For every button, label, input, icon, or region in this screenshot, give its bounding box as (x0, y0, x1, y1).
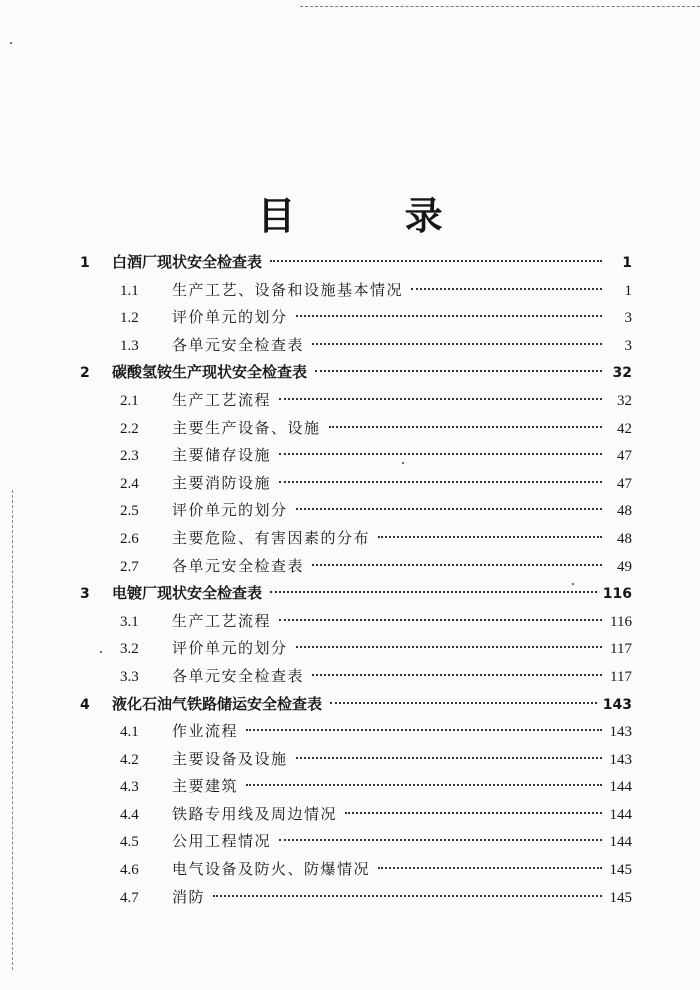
toc-entry-title: 电镀厂现状安全检查表 (112, 584, 263, 603)
toc-entry-title: 生产工艺、设备和设施基本情况 (172, 280, 404, 299)
toc-entry-title: 主要危险、有害因素的分布 (172, 528, 371, 547)
toc-leader-dots (296, 646, 602, 648)
toc-chapter-row[interactable] (80, 691, 632, 719)
toc-section-row[interactable] (80, 773, 632, 801)
toc-entry-number: 2.4 (120, 475, 139, 492)
toc-entry-title: 电气设备及防火、防爆情况 (172, 860, 371, 879)
toc-section-row[interactable] (80, 663, 632, 691)
toc-leader-dots (279, 839, 602, 841)
toc-entry-number: 4.7 (120, 889, 139, 906)
toc-leader-dots (279, 481, 602, 483)
toc-leader-dots (378, 536, 602, 538)
toc-entry-number: 2.7 (120, 558, 139, 575)
toc-section-row[interactable] (80, 718, 632, 746)
toc-entry-page: 145 (609, 862, 632, 879)
page-title: 目 录 (257, 193, 491, 239)
toc-leader-dots (270, 260, 602, 262)
toc-entry-page: 143 (602, 696, 632, 713)
toc-entry-title: 白酒厂现状安全检查表 (112, 253, 263, 271)
toc-entry-title: 各单元安全检查表 (172, 335, 305, 354)
toc-chapter-row[interactable] (80, 249, 632, 277)
toc-entry-number: 2.6 (120, 530, 139, 547)
toc-leader-dots (312, 674, 602, 676)
toc-entry-page: 47 (617, 448, 632, 465)
toc-entry-title: 主要设备及设施 (172, 749, 288, 768)
toc-entry-page: 145 (609, 889, 632, 906)
toc-section-row[interactable] (80, 884, 632, 912)
toc-section-row[interactable] (80, 415, 632, 443)
toc-section-row[interactable] (80, 442, 632, 470)
toc-entry-title: 主要生产设备、设施 (172, 418, 321, 437)
toc-entry-title: 铁路专用线及周边情况 (172, 804, 338, 823)
toc-leader-dots (329, 426, 602, 428)
toc-entry-title: 主要消防设施 (172, 473, 272, 492)
toc-entry-page: 47 (617, 475, 632, 492)
toc-leader-dots (270, 591, 597, 593)
toc-entry-page: 116 (602, 586, 632, 603)
toc-section-row[interactable] (80, 304, 632, 332)
toc-entry-number: 1.1 (120, 282, 139, 299)
toc-section-row[interactable] (80, 387, 632, 415)
toc-entry-number: 4.1 (120, 724, 139, 741)
toc-entry-number: 3.3 (120, 668, 139, 685)
toc-leader-dots (315, 370, 602, 372)
toc-leader-dots (213, 895, 602, 897)
toc-section-row[interactable] (80, 608, 632, 636)
toc-leader-dots (296, 508, 602, 510)
toc-entry-number: 4.4 (120, 806, 139, 823)
toc-entry-number: 1.2 (120, 310, 139, 327)
toc-entry-number: 4 (80, 696, 90, 713)
toc-entry-number: 4.5 (120, 834, 139, 851)
toc-entry-title: 各单元安全检查表 (172, 556, 305, 575)
toc-entry-title: 主要建筑 (172, 777, 239, 796)
toc-entry-page: 32 (612, 365, 632, 382)
toc-entry-number: 1 (80, 255, 90, 271)
left-margin-rule (12, 490, 13, 970)
toc-entry-number: 3.2 (120, 641, 139, 658)
toc-entry-number: 3 (80, 586, 90, 603)
toc-entry-page: 117 (610, 641, 632, 658)
top-rule (300, 6, 700, 7)
toc-entry-page: 3 (624, 310, 632, 327)
toc-leader-dots (411, 288, 602, 290)
toc-leader-dots (296, 757, 602, 759)
toc-leader-dots (279, 398, 602, 400)
toc-entry-page: 143 (609, 751, 632, 768)
toc-leader-dots (296, 315, 602, 317)
toc-entry-title: 作业流程 (172, 722, 239, 741)
toc-entry-page: 42 (617, 420, 632, 437)
toc-entry-page: 143 (609, 724, 632, 741)
toc-section-row[interactable] (80, 746, 632, 774)
toc-section-row[interactable] (80, 277, 632, 305)
toc-section-row[interactable] (80, 470, 632, 498)
toc-entry-page: 1 (624, 282, 632, 299)
toc-entry-number: 4.3 (120, 779, 139, 796)
toc-leader-dots (246, 784, 602, 786)
toc-entry-title: 碳酸氢铵生产现状安全检查表 (112, 363, 308, 382)
toc-entry-number: 1.3 (120, 337, 139, 354)
table-of-contents (80, 249, 632, 911)
toc-section-row[interactable] (80, 635, 632, 663)
toc-leader-dots (330, 702, 597, 704)
toc-entry-number: 2 (80, 365, 90, 382)
toc-section-row[interactable] (80, 856, 632, 884)
toc-entry-title: 主要储存设施 (172, 446, 272, 465)
toc-entry-number: 4.6 (120, 862, 139, 879)
scan-speck (10, 42, 12, 44)
toc-entry-page: 1 (622, 255, 632, 271)
toc-entry-number: 2.1 (120, 392, 139, 409)
toc-leader-dots (279, 619, 602, 621)
toc-entry-page: 144 (609, 779, 632, 796)
toc-entry-page: 117 (610, 668, 632, 685)
toc-entry-page: 48 (617, 530, 632, 547)
toc-section-row[interactable] (80, 497, 632, 525)
toc-entry-title: 评价单元的划分 (172, 501, 288, 520)
toc-entry-number: 2.5 (120, 503, 139, 520)
toc-leader-dots (246, 729, 602, 731)
toc-leader-dots (279, 453, 602, 455)
toc-entry-page: 3 (624, 337, 632, 354)
toc-section-row[interactable] (80, 801, 632, 829)
toc-entry-title: 评价单元的划分 (172, 308, 288, 327)
toc-leader-dots (312, 343, 602, 345)
toc-section-row[interactable] (80, 332, 632, 360)
toc-entry-title: 消防 (172, 887, 206, 906)
toc-entry-number: 2.2 (120, 420, 139, 437)
toc-leader-dots (345, 812, 602, 814)
toc-chapter-row[interactable] (80, 359, 632, 387)
toc-entry-page: 116 (610, 613, 632, 630)
toc-leader-dots (378, 867, 602, 869)
toc-entry-page: 144 (609, 806, 632, 823)
toc-section-row[interactable] (80, 553, 632, 581)
toc-section-row[interactable] (80, 828, 632, 856)
toc-entry-page: 144 (609, 834, 632, 851)
toc-entry-page: 48 (617, 503, 632, 520)
toc-entry-number: 4.2 (120, 751, 139, 768)
toc-entry-number: 2.3 (120, 448, 139, 465)
toc-section-row[interactable] (80, 525, 632, 553)
toc-chapter-row[interactable] (80, 580, 632, 608)
toc-entry-title: 生产工艺流程 (172, 611, 272, 630)
toc-leader-dots (312, 564, 602, 566)
toc-entry-page: 49 (617, 558, 632, 575)
toc-entry-page: 32 (617, 392, 632, 409)
toc-entry-title: 各单元安全检查表 (172, 666, 305, 685)
toc-entry-title: 公用工程情况 (172, 832, 272, 851)
toc-entry-title: 生产工艺流程 (172, 390, 272, 409)
toc-entry-title: 液化石油气铁路储运安全检查表 (112, 694, 323, 713)
toc-entry-title: 评价单元的划分 (172, 639, 288, 658)
toc-entry-number: 3.1 (120, 613, 139, 630)
